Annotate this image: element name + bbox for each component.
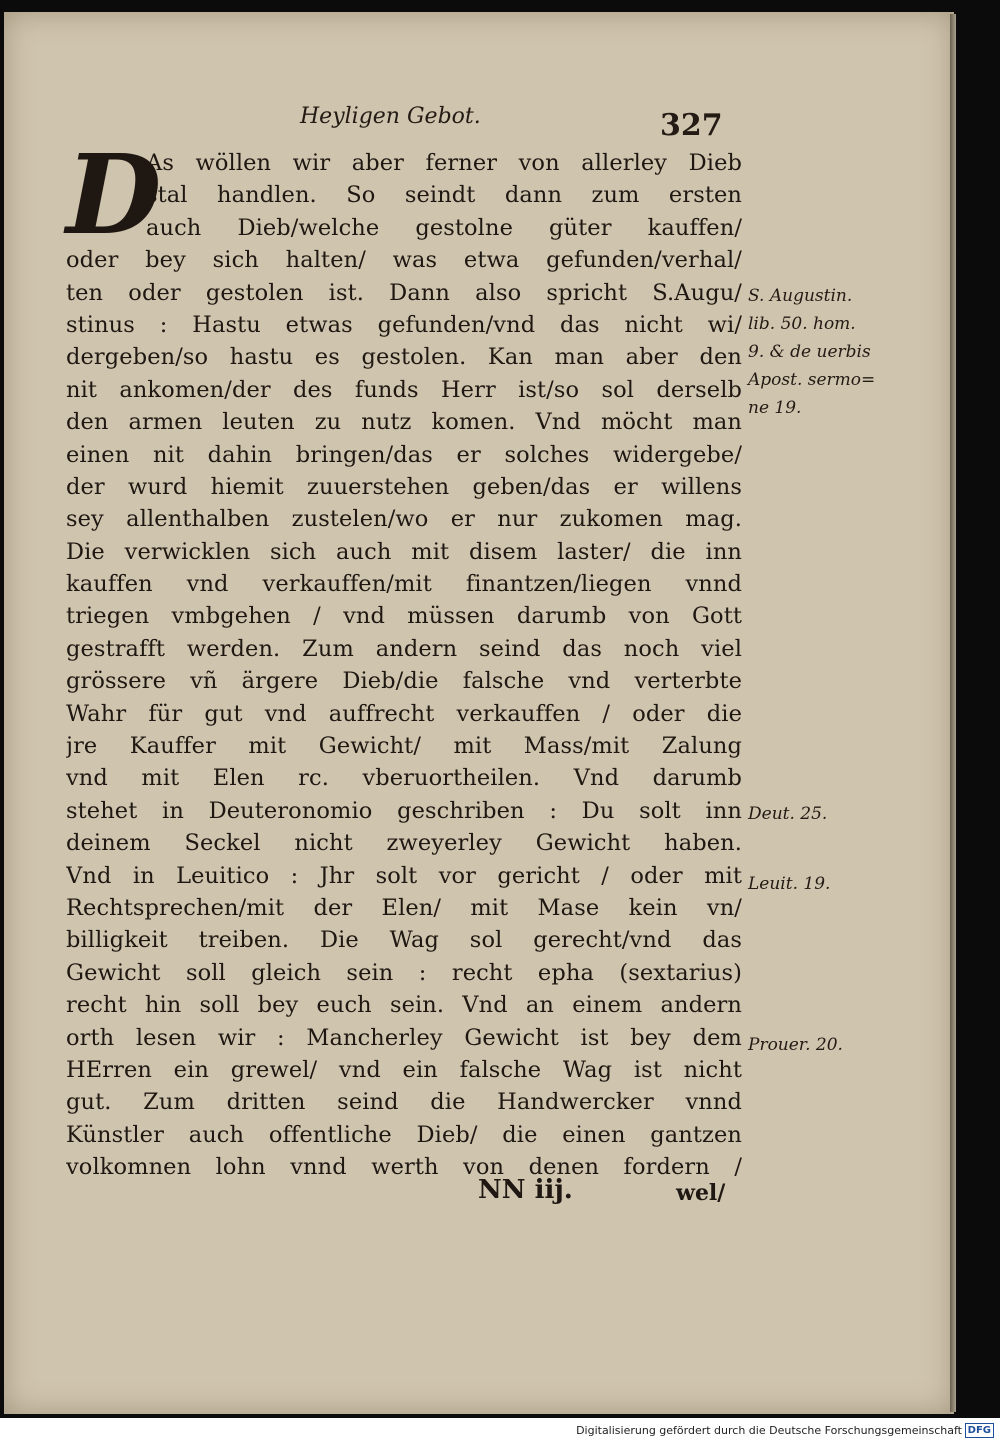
text-line: billigkeit treiben. Die Wag sol gerecht/vnd das	[66, 927, 742, 954]
margin-note: Prouer. 20.	[748, 1035, 843, 1055]
text-line: stinus : Hastu etwas gefunden/vnd das nicht wi/	[66, 311, 742, 338]
text-line: ten oder gestolen ist. Dann also spricht S.Augu/	[66, 279, 742, 306]
text-line: gut. Zum dritten seind die Handwercker vnnd	[66, 1089, 742, 1116]
text-line: den armen leuten zu nutz komen. Vnd möcht man	[66, 409, 742, 436]
text-line: stal handlen. So seindt dann zum ersten	[146, 182, 742, 209]
text-line: volkomnen lohn vnnd werth von denen fordern /	[66, 1154, 742, 1181]
text-line: der wurd hiemit zuuerstehen geben/das er willens	[66, 473, 742, 500]
text-line: Gewicht soll gleich sein : recht epha (sextarius)	[66, 959, 742, 986]
running-title: Heyligen Gebot.	[300, 104, 481, 129]
margin-note: Leuit. 19.	[748, 874, 831, 894]
margin-note: lib. 50. hom.	[748, 314, 856, 334]
funding-credit: Digitalisierung gefördert durch die Deutsche Forschungsgemeinschaft	[576, 1424, 962, 1437]
text-line: grössere vñ ärgere Dieb/die falsche vnd verterbte	[66, 668, 742, 695]
text-line: deinem Seckel nicht zweyerley Gewicht haben.	[66, 830, 742, 857]
drop-capital: D	[66, 130, 162, 259]
footer-bar	[0, 1418, 1000, 1446]
text-line: HErren ein grewel/ vnd ein falsche Wag ist nicht	[66, 1056, 742, 1083]
margin-note: Apost. sermo=	[748, 370, 876, 390]
margin-note: S. Augustin.	[748, 286, 853, 306]
text-line: vnd mit Elen rc. vberuortheilen. Vnd darumb	[66, 765, 742, 792]
signature-mark: NN iij.	[478, 1175, 573, 1205]
text-line: sey allenthalben zustelen/wo er nur zukomen mag.	[66, 506, 742, 533]
margin-note: Deut. 25.	[748, 804, 828, 824]
text-line: einen nit dahin bringen/das er solches widergebe/	[66, 441, 742, 468]
text-line: Wahr für gut vnd auffrecht verkauffen / oder die	[66, 700, 742, 727]
text-line: dergeben/so hastu es gestolen. Kan man aber den	[66, 344, 742, 371]
text-line: Vnd in Leuitico : Jhr solt vor gericht / oder mit	[66, 862, 742, 889]
page-edge	[950, 14, 956, 1412]
text-line: oder bey sich halten/ was etwa gefunden/verhal/	[66, 247, 742, 274]
text-line: recht hin soll bey euch sein. Vnd an einem andern	[66, 992, 742, 1019]
text-line: stehet in Deuteronomio geschriben : Du solt inn	[66, 797, 742, 824]
text-line: As wöllen wir aber ferner von allerley Dieb	[146, 150, 742, 176]
margin-note: ne 19.	[748, 398, 802, 418]
text-line: Künstler auch offentliche Dieb/ die einen gantzen	[66, 1121, 742, 1148]
text-line: auch Dieb/welche gestolne güter kauffen/	[146, 214, 742, 241]
text-line: triegen vmbgehen / vnd müssen darumb von Gott	[66, 603, 742, 630]
text-line: kauffen vnd verkauffen/mit finantzen/liegen vnnd	[66, 571, 742, 598]
main-text	[66, 147, 742, 1184]
catchword: wel/	[676, 1180, 726, 1206]
text-line: gestrafft werden. Zum andern seind das noch viel	[66, 635, 742, 662]
margin-note: 9. & de uerbis	[748, 342, 871, 362]
text-line: Die verwicklen sich auch mit disem laster/ die inn	[66, 538, 742, 565]
dfg-logo-icon: DFG	[965, 1423, 994, 1438]
text-line: nit ankomen/der des funds Herr ist/so sol derselb	[66, 376, 742, 403]
text-line: orth lesen wir : Mancherley Gewicht ist bey dem	[66, 1024, 742, 1051]
text-line: jre Kauffer mit Gewicht/ mit Mass/mit Zalung	[66, 733, 742, 760]
text-line: Rechtsprechen/mit der Elen/ mit Mase kein vn/	[66, 894, 742, 921]
page-number: 327	[660, 108, 723, 143]
